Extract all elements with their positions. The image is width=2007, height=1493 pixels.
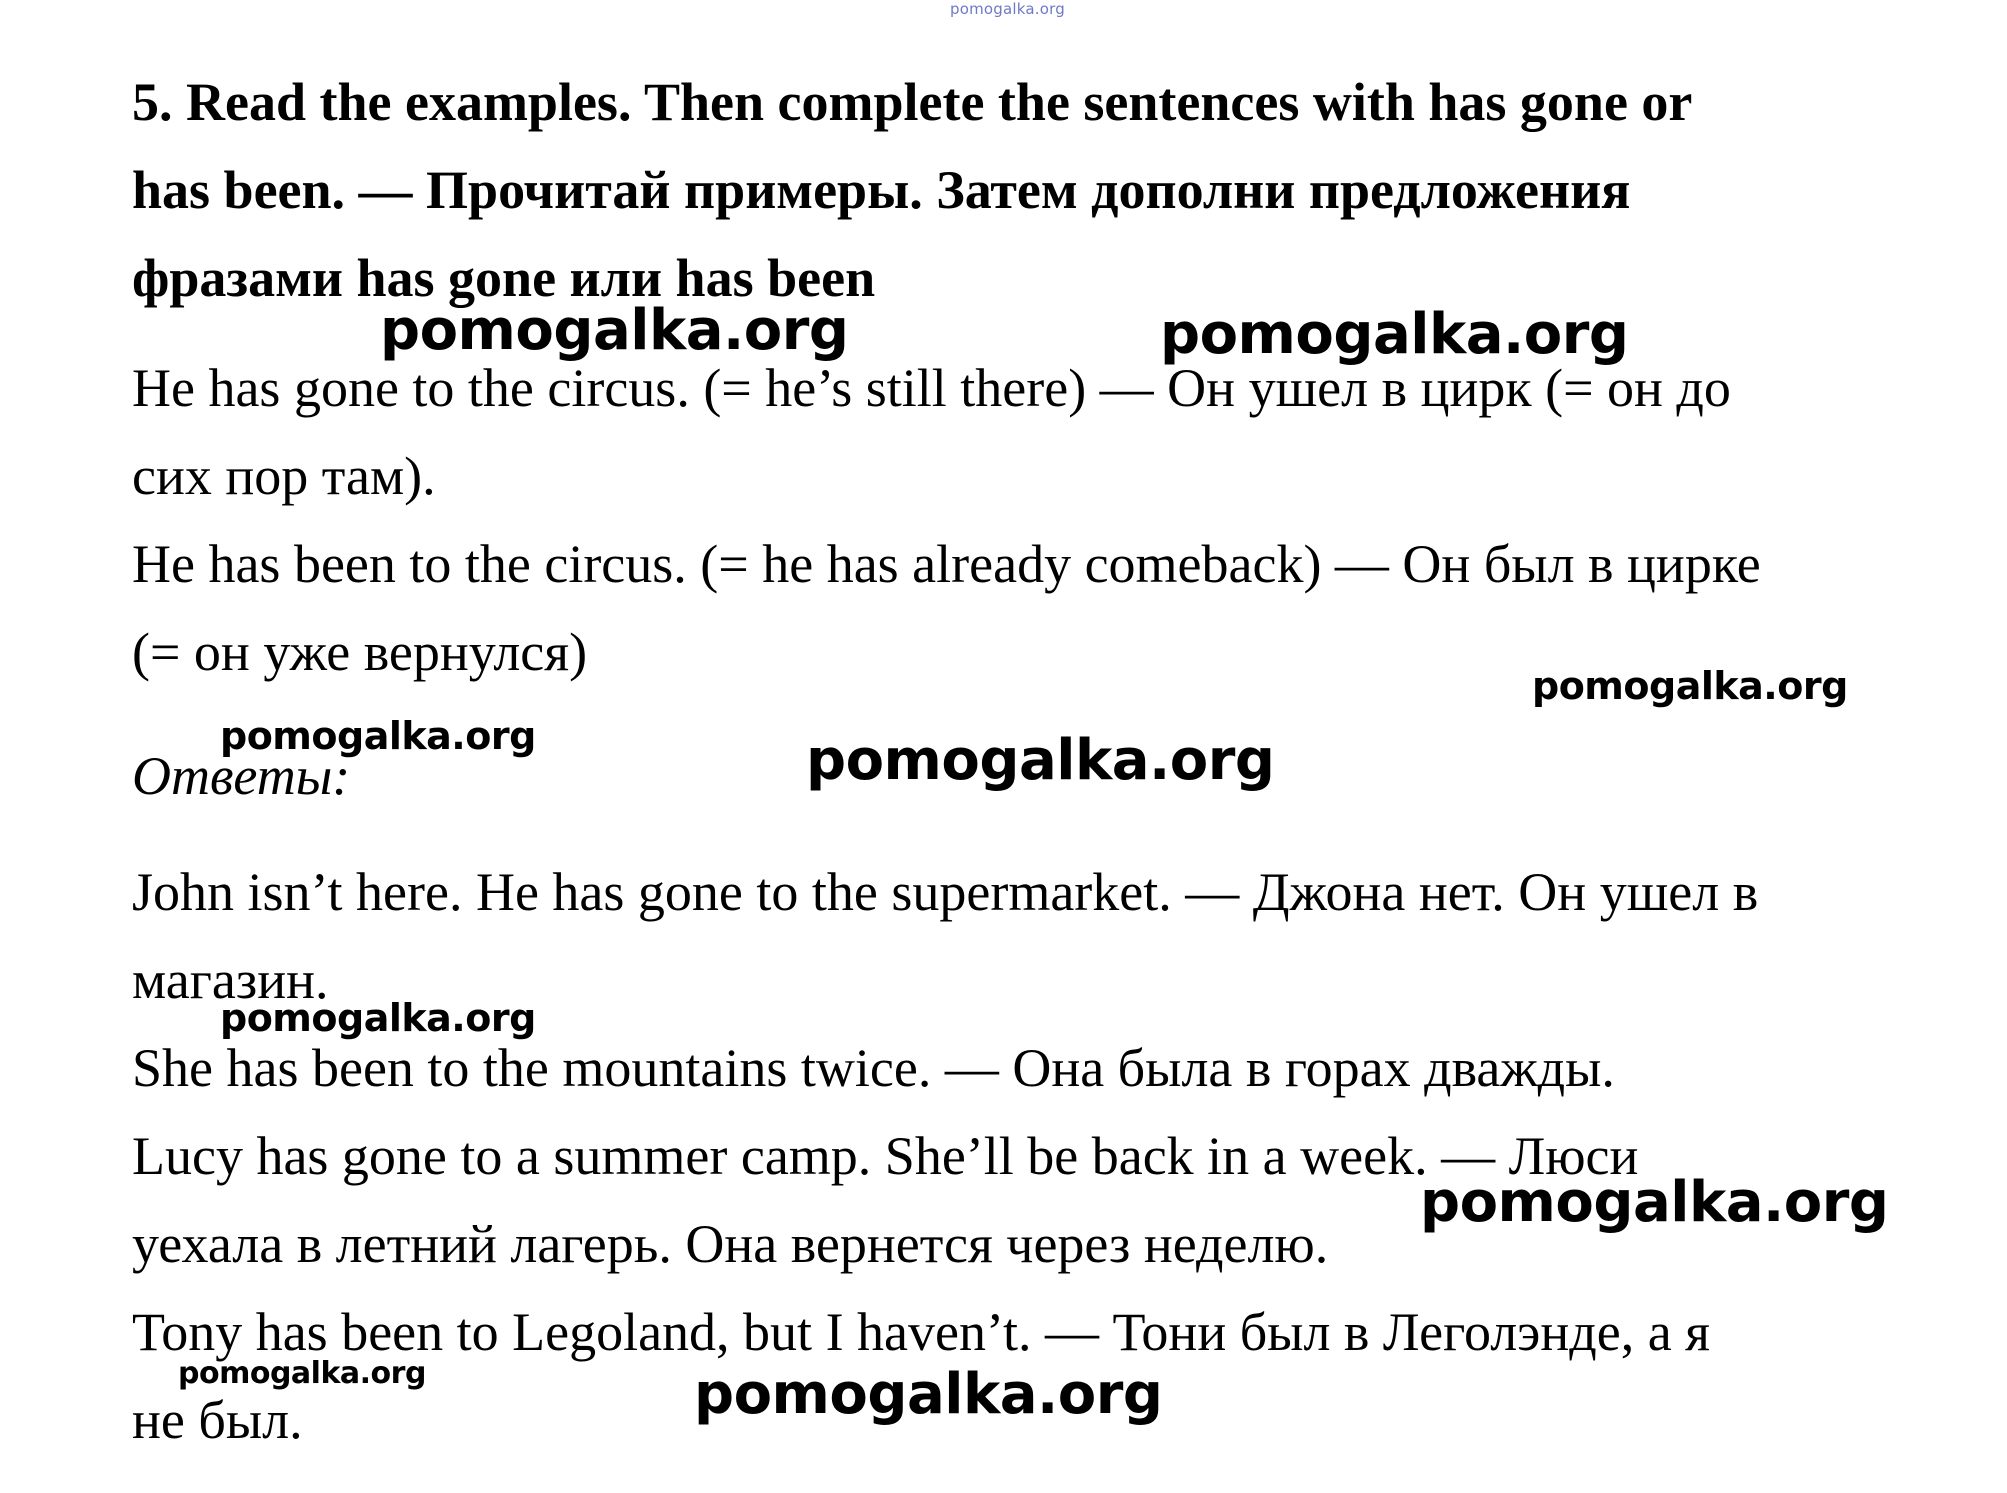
watermark: pomogalka.org (178, 1356, 426, 1391)
answer-line: уехала в летний лагерь. Она вернется через неделю. (132, 1214, 1329, 1274)
watermark: pomogalka.org (220, 996, 536, 1040)
answer-line: Tony has been to Legoland, but I haven’t. — Тони был в Леголэнде, а я (132, 1302, 1710, 1362)
answers-label: Ответы: (132, 746, 351, 806)
heading-line: 5. Read the examples. Then complete the sentences with has gone or (132, 72, 1693, 132)
watermark: pomogalka.org (380, 298, 849, 363)
watermark: pomogalka.org (220, 714, 536, 758)
heading-line: фразами has gone или has been (132, 248, 876, 308)
watermark: pomogalka.org (806, 728, 1275, 793)
watermark: pomogalka.org (1160, 302, 1629, 367)
answer-line: не был. (132, 1390, 303, 1450)
watermark: pomogalka.org (1532, 664, 1848, 708)
example-line: He has been to the circus. (= he has already comeback) — Он был в цирке (132, 534, 1761, 594)
answer-line: John isn’t here. He has gone to the supermarket. — Джона нет. Он ушел в (132, 862, 1759, 922)
watermark: pomogalka.org (694, 1362, 1163, 1427)
task-heading (132, 58, 1932, 322)
answer-line: Lucy has gone to a summer camp. She’ll be back in a week. — Люси (132, 1126, 1639, 1186)
heading-line: has been. — Прочитай примеры. Затем дополни предложения (132, 160, 1631, 220)
example-line: сих пор там). (132, 446, 436, 506)
answer-line: магазин. (132, 950, 329, 1010)
watermark: pomogalka.org (1420, 1170, 1889, 1235)
example-line: He has gone to the circus. (= he’s still there) — Он ушел в цирк (= он до (132, 358, 1731, 418)
example-line: (= он уже вернулся) (132, 622, 588, 682)
top-watermark: pomogalka.org (950, 0, 1065, 18)
answer-line: She has been to the mountains twice. — Она была в горах дважды. (132, 1038, 1615, 1098)
